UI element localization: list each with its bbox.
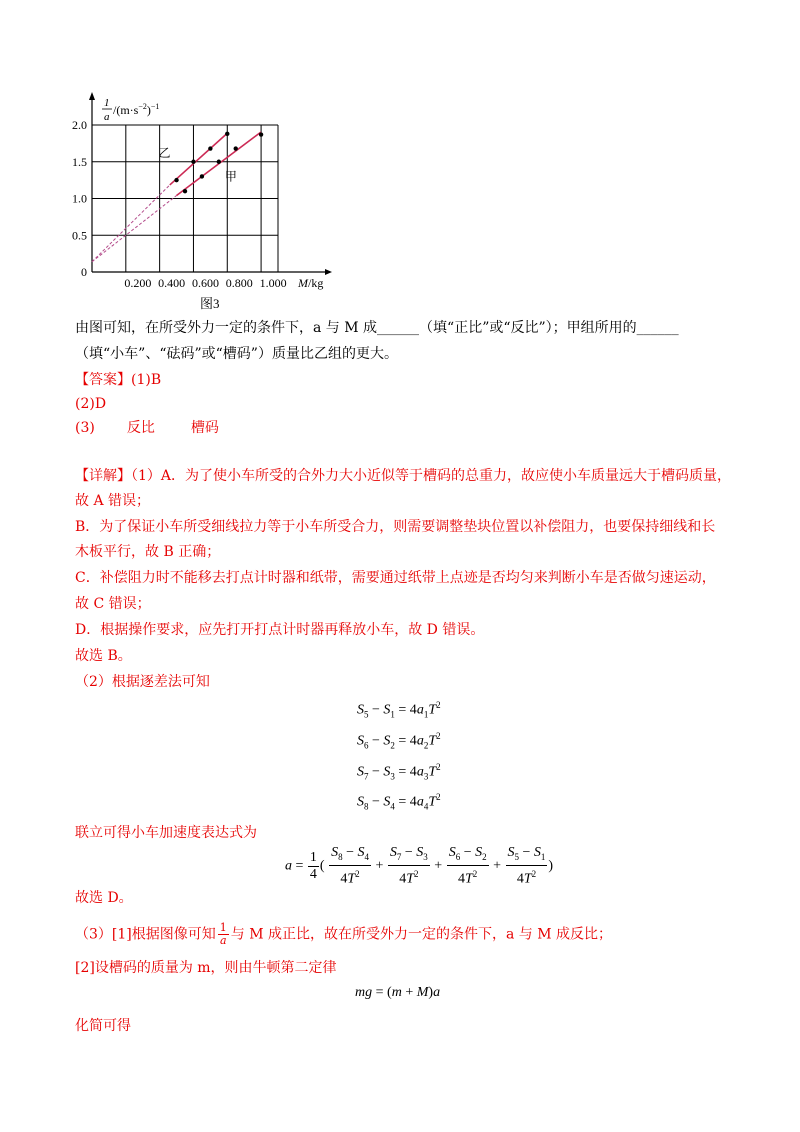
x-axis-arrow: [325, 269, 332, 275]
series-0-data-point: [174, 178, 178, 182]
series-1-data-point: [234, 146, 238, 150]
detail-line2: 故 A 错误；: [75, 493, 151, 509]
detail-line6: 故 C 错误；: [75, 596, 151, 612]
series-1-data-point: [183, 189, 187, 193]
x-axis-label: M/kg: [298, 276, 324, 290]
y-axis-label-denominator: a: [104, 111, 110, 123]
y-tick-label: 1.5: [72, 154, 87, 169]
y-axis-label-unit: $/(m\cdot s^{-2})^{-1}$: [113, 102, 160, 117]
y-axis-label-numerator: 1: [104, 97, 110, 109]
detail-line10: 联立可得小车加速度表达式为: [75, 825, 257, 841]
x-tick-label: 1.000: [259, 276, 287, 290]
q3-text-line1: 由图可知，在所受外力一定的条件下，a 与 M 成______（填“正比”或“反比”）；甲组所用的______: [75, 320, 679, 336]
y-tick-label: 0: [81, 265, 87, 279]
y-axis-arrow: [89, 92, 95, 100]
series-1-data-point: [259, 132, 263, 136]
equation-s8-s4: $S_8 - S_4 = 4a_4T^2$: [357, 792, 441, 812]
detail-line1: 【详解】（1）A．为了使小车所受的合外力大小近似等于槽码的总重力，故应使小车质量远大于槽码质量，: [75, 468, 732, 484]
series-1-dashed-extension: [92, 196, 177, 262]
detail-line5: C．补偿阻力时不能移去打点计时器和纸带，需要通过纸带上点迹是否均匀来判断小车是否做匀速运动，: [75, 570, 716, 586]
answer-line2: (2)D: [75, 396, 107, 412]
series-0-fit-line: [170, 133, 227, 185]
series-0-data-point: [208, 146, 212, 150]
detail-line4: 木板平行，故 B 正确；: [75, 544, 221, 560]
equation-s6-s2: $S_6 - S_2 = 4a_2T^2$: [357, 731, 441, 751]
equation-s5-s1: $S_5 - S_1 = 4a_1T^2$: [357, 700, 441, 720]
chart-grid: [92, 125, 278, 272]
answer-line1: 【答案】(1)B: [75, 372, 162, 388]
detail-line13: [2]设槽码的质量为 m，则由牛顿第二定律: [75, 960, 337, 976]
equation-newton-second-law: mg = (m + M)a: [355, 985, 441, 1000]
figure-caption: 图3: [200, 296, 220, 311]
x-tick-label: 0.200: [124, 276, 152, 290]
detail-line14: 化简可得: [75, 1018, 131, 1034]
detail-line8: 故选 B。: [75, 648, 132, 664]
equation-acceleration: a = $\frac{1}{4}$ ( $\frac{S_8 - S_4}{4T^2}$ + $\frac{S_7 - S_3}{4T^2}$ + $\frac{S_6 - S_2}{4T^2}$ + $\frac{S_5 - S_1}{4T^2}$ ): [285, 845, 554, 887]
x-tick-label: 0.600: [191, 276, 219, 290]
series-1-data-point: [200, 174, 204, 178]
detail-line3: B．为了保证小车所受细线拉力等于小车所受合力，则需要调整垫块位置以补偿阻力，也要保持细线和长: [75, 519, 716, 535]
y-tick-label: 0.5: [72, 228, 87, 243]
series-0-dashed-extension: [92, 185, 170, 262]
x-tick-label: 0.800: [225, 276, 253, 290]
x-tick-label: 0.400: [158, 276, 186, 290]
series-0-data-point: [225, 132, 229, 136]
detail-line11: 故选 D。: [75, 890, 133, 906]
y-tick-label: 2.0: [72, 118, 87, 132]
detail-line12: （3）[1]根据图像可知 $\frac{1}{a}$ 与 M 成正比，故在所受外力一定的条件下，a 与 M 成反比；: [75, 921, 613, 947]
chart-series: [92, 132, 263, 262]
q3-text-line2: （填“小车”、“砝码”或“槽码”）质量比乙组的更大。: [75, 346, 398, 362]
chart-tick-labels: [72, 118, 287, 290]
detail-line9: （2）根据逐差法可知: [75, 674, 210, 690]
answer-line3: (3) 反比 槽码: [75, 420, 219, 436]
series-1-data-point: [217, 160, 221, 164]
y-tick-label: 1.0: [72, 191, 87, 206]
inverse-acceleration-vs-mass-chart: [70, 80, 340, 320]
series-label-1: 甲: [224, 169, 237, 184]
equation-s7-s3: $S_7 - S_3 = 4a_3T^2$: [357, 762, 441, 782]
series-label-0: 乙: [158, 145, 171, 160]
series-0-data-point: [191, 160, 195, 164]
detail-line7: D．根据操作要求，应先打开打点计时器再释放小车，故 D 错误。: [75, 622, 485, 638]
